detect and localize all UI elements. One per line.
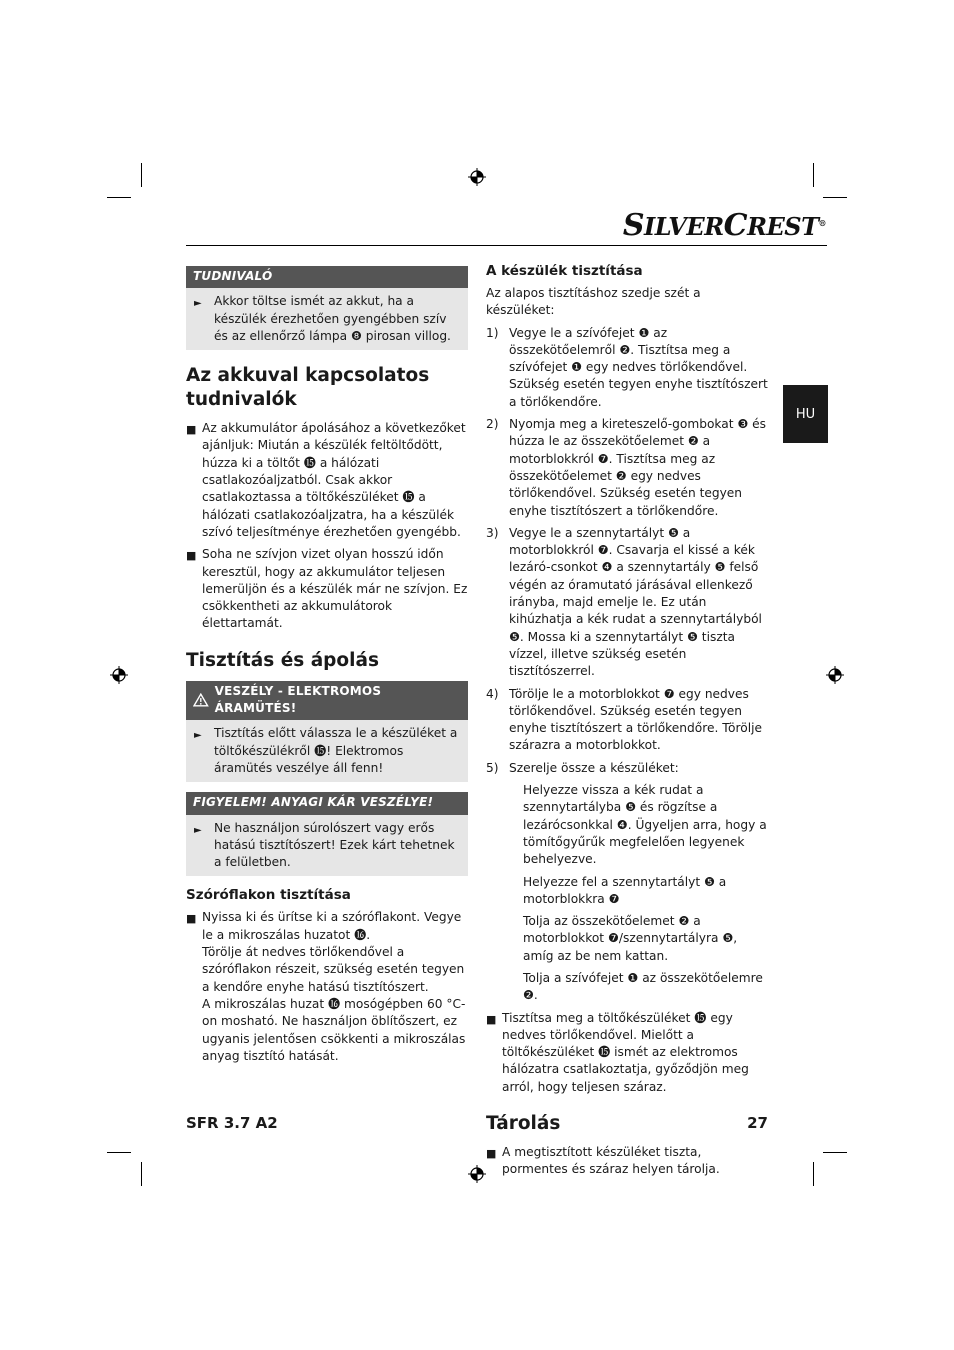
crop-mark — [823, 197, 847, 198]
list-item: 3) Vegye le a szennytartályt ❺ a motorblokkról ❼. Csavarja el kissé a kék lezáró-csonkot ❹ a szennytartály ❺ felső végén az óramutató járásával ellenkező irányba, majd emelje le. Ez után kihúzhatja a kék rudat a szennytartályból ❺. Mossa ki a szennytartályt ❺ tiszta vízzel, illetve szükség esetén tisztítószerrel. — [486, 525, 762, 679]
list-item: 1) Vegye le a szívófejet ❶ az összekötőelemről ❷. Tisztítsa meg a szívófejet ❶ egy nedves törlőkendővel. Szükség esetén tegyen enyhe tisztítószert a törlőkendőre. — [486, 325, 768, 409]
arrow-icon: ► — [194, 824, 202, 836]
right-column — [486, 262, 768, 1184]
sub-step: Tolja a szívófejet ❶ az összekötőelemre ❷. — [523, 970, 763, 1003]
crop-mark — [141, 1162, 142, 1186]
warning-triangle-icon — [193, 693, 209, 707]
list-item: ■ Az akkumulátor ápolásához a következőket ajánljuk: Miután a készülék feltöltődött, húzza ki a töltőt ⓯ a hálózati csatlakozóaljzatból. Csak akkor csatlakoztassa a töltőkészüléket ⓯ a hálózati csatlakozóaljzatra, ha a készülék szívó teljesítménye érezhetően gyengébb. — [186, 420, 468, 541]
danger-title: VESZÉLY - ELEKTROMOS ÁRAMÜTÉS! — [214, 683, 382, 716]
registration-mark-icon — [468, 1165, 486, 1183]
page-number: 27 — [747, 1114, 768, 1132]
subsection-heading: Szóróflakon tisztítása — [186, 887, 351, 904]
language-tab: HU — [783, 385, 828, 443]
left-column — [186, 266, 468, 1070]
arrow-icon: ► — [194, 298, 202, 310]
registration-mark-icon — [826, 666, 844, 684]
list-item: 5) Szerelje össze a készüléket: — [486, 760, 679, 775]
bullet-icon: ■ — [186, 423, 197, 437]
intro-text: Az alapos tisztításhoz szedje szét a készüléket: — [486, 286, 701, 318]
crop-mark — [813, 163, 814, 187]
bullet-icon: ■ — [186, 549, 197, 563]
registration-mark-icon — [468, 168, 486, 186]
list-item: ■ Soha ne szívjon vizet olyan hosszú időn keresztül, hogy az akkumulátor teljesen lemerüljön és a készülék már ne szívjon. Ez csökkentheti az akkumulátorok élettartamát. — [186, 546, 468, 632]
caution-title: FIGYELEM! ANYAGI KÁR VESZÉLYE! — [186, 792, 468, 814]
brand-logo: SILVERCREST® — [622, 208, 826, 243]
crop-mark — [107, 1152, 131, 1153]
sub-step: Helyezze fel a szennytartályt ❺ a motorblokkra ❼ — [523, 874, 727, 906]
section-heading: Tárolás — [486, 1113, 561, 1135]
list-item: ■ Tisztítsa meg a töltőkészüléket ⓯ egy nedves törlőkendővel. Mielőtt a töltőkészüléket ⓯ ismét az elektromos hálózatra csatlakoztatja, győződjön meg arról, hogy teljesen száraz. — [486, 1010, 768, 1096]
caution-box — [186, 792, 468, 876]
caution-text: Ne használjon súrolószert vagy erős hatású tisztítószert! Ezek kárt tehetnek a felületben. — [214, 820, 455, 870]
list-item: ■ A megtisztított készüléket tiszta, pormentes és száraz helyen tárolja. — [486, 1144, 768, 1179]
list-item: ■ Nyissa ki és ürítse ki a szóróflakont. Vegye le a mikroszálas huzatot ⓰. Törölje át nedves törlőkendővel a szóróflakon részeit, szükség esetén tegyen a kendőre enyhe hatású tisztítószert. A mikroszálas huzat ⓰ mosógépben 60 °C-on mosható. Ne használjon öblítőszert, ez ugyanis jelentősen csökkenti a mikroszálas anyag tisztító hatását. — [186, 909, 468, 1065]
note-title: TUDNIVALÓ — [186, 266, 468, 288]
crop-mark — [823, 1152, 847, 1153]
list-item: 4) Törölje le a motorblokkot ❼ egy nedves törlőkendővel. Szükség esetén tegyen enyhe tisztítószert a törlőkendőre. Törölje szárazra a motorblokkot. — [486, 686, 762, 753]
crop-mark — [141, 163, 142, 187]
danger-box — [186, 681, 468, 782]
bullet-icon: ■ — [186, 912, 197, 926]
note-box — [186, 266, 468, 350]
section-heading: Az akkuval kapcsolatos tudnivalók — [186, 365, 430, 411]
header-rule — [186, 245, 827, 246]
note-text: Akkor töltse ismét az akkut, ha a készülék érezhetően gyengébben szív és az ellenőrző lámpa ❽ pirosan villog. — [214, 294, 451, 343]
subsection-heading: A készülék tisztítása — [486, 263, 643, 279]
model-number: SFR 3.7 A2 — [186, 1114, 278, 1132]
bullet-icon: ■ — [486, 1012, 497, 1026]
bullet-icon: ■ — [486, 1147, 497, 1161]
danger-text: Tisztítás előtt válassza le a készüléket a töltőkészülékről ⓯! Elektromos áramütés veszélye áll fenn! — [214, 726, 458, 775]
section-heading: Tisztítás és ápolás — [186, 649, 379, 671]
crop-mark — [107, 197, 131, 198]
list-item: 2) Nyomja meg a kireteszelő-gombokat ❸ és húzza le az összekötőelemet ❷ a motorblokkról ❼. Tisztítsa meg az összekötőelemet ❷ egy nedves törlőkendővel. Szükség esetén tegyen enyhe tisztítószert a törlőkendőre. — [486, 417, 767, 518]
arrow-icon: ► — [194, 730, 202, 742]
crop-mark — [813, 1162, 814, 1186]
registration-mark-icon — [110, 666, 128, 684]
sub-step: Tolja az összekötőelemet ❷ a motorblokkot ❼/szennytartályra ❺, amíg az be nem kattan. — [523, 914, 738, 963]
sub-step: Helyezze vissza a kék rudat a szennytartályba ❺ és rögzítse a lezárócsonkkal ❹. Ügyeljen arra, hogy a tömítőgyűrűk megfelelően legyenek behelyezve. — [523, 783, 767, 867]
